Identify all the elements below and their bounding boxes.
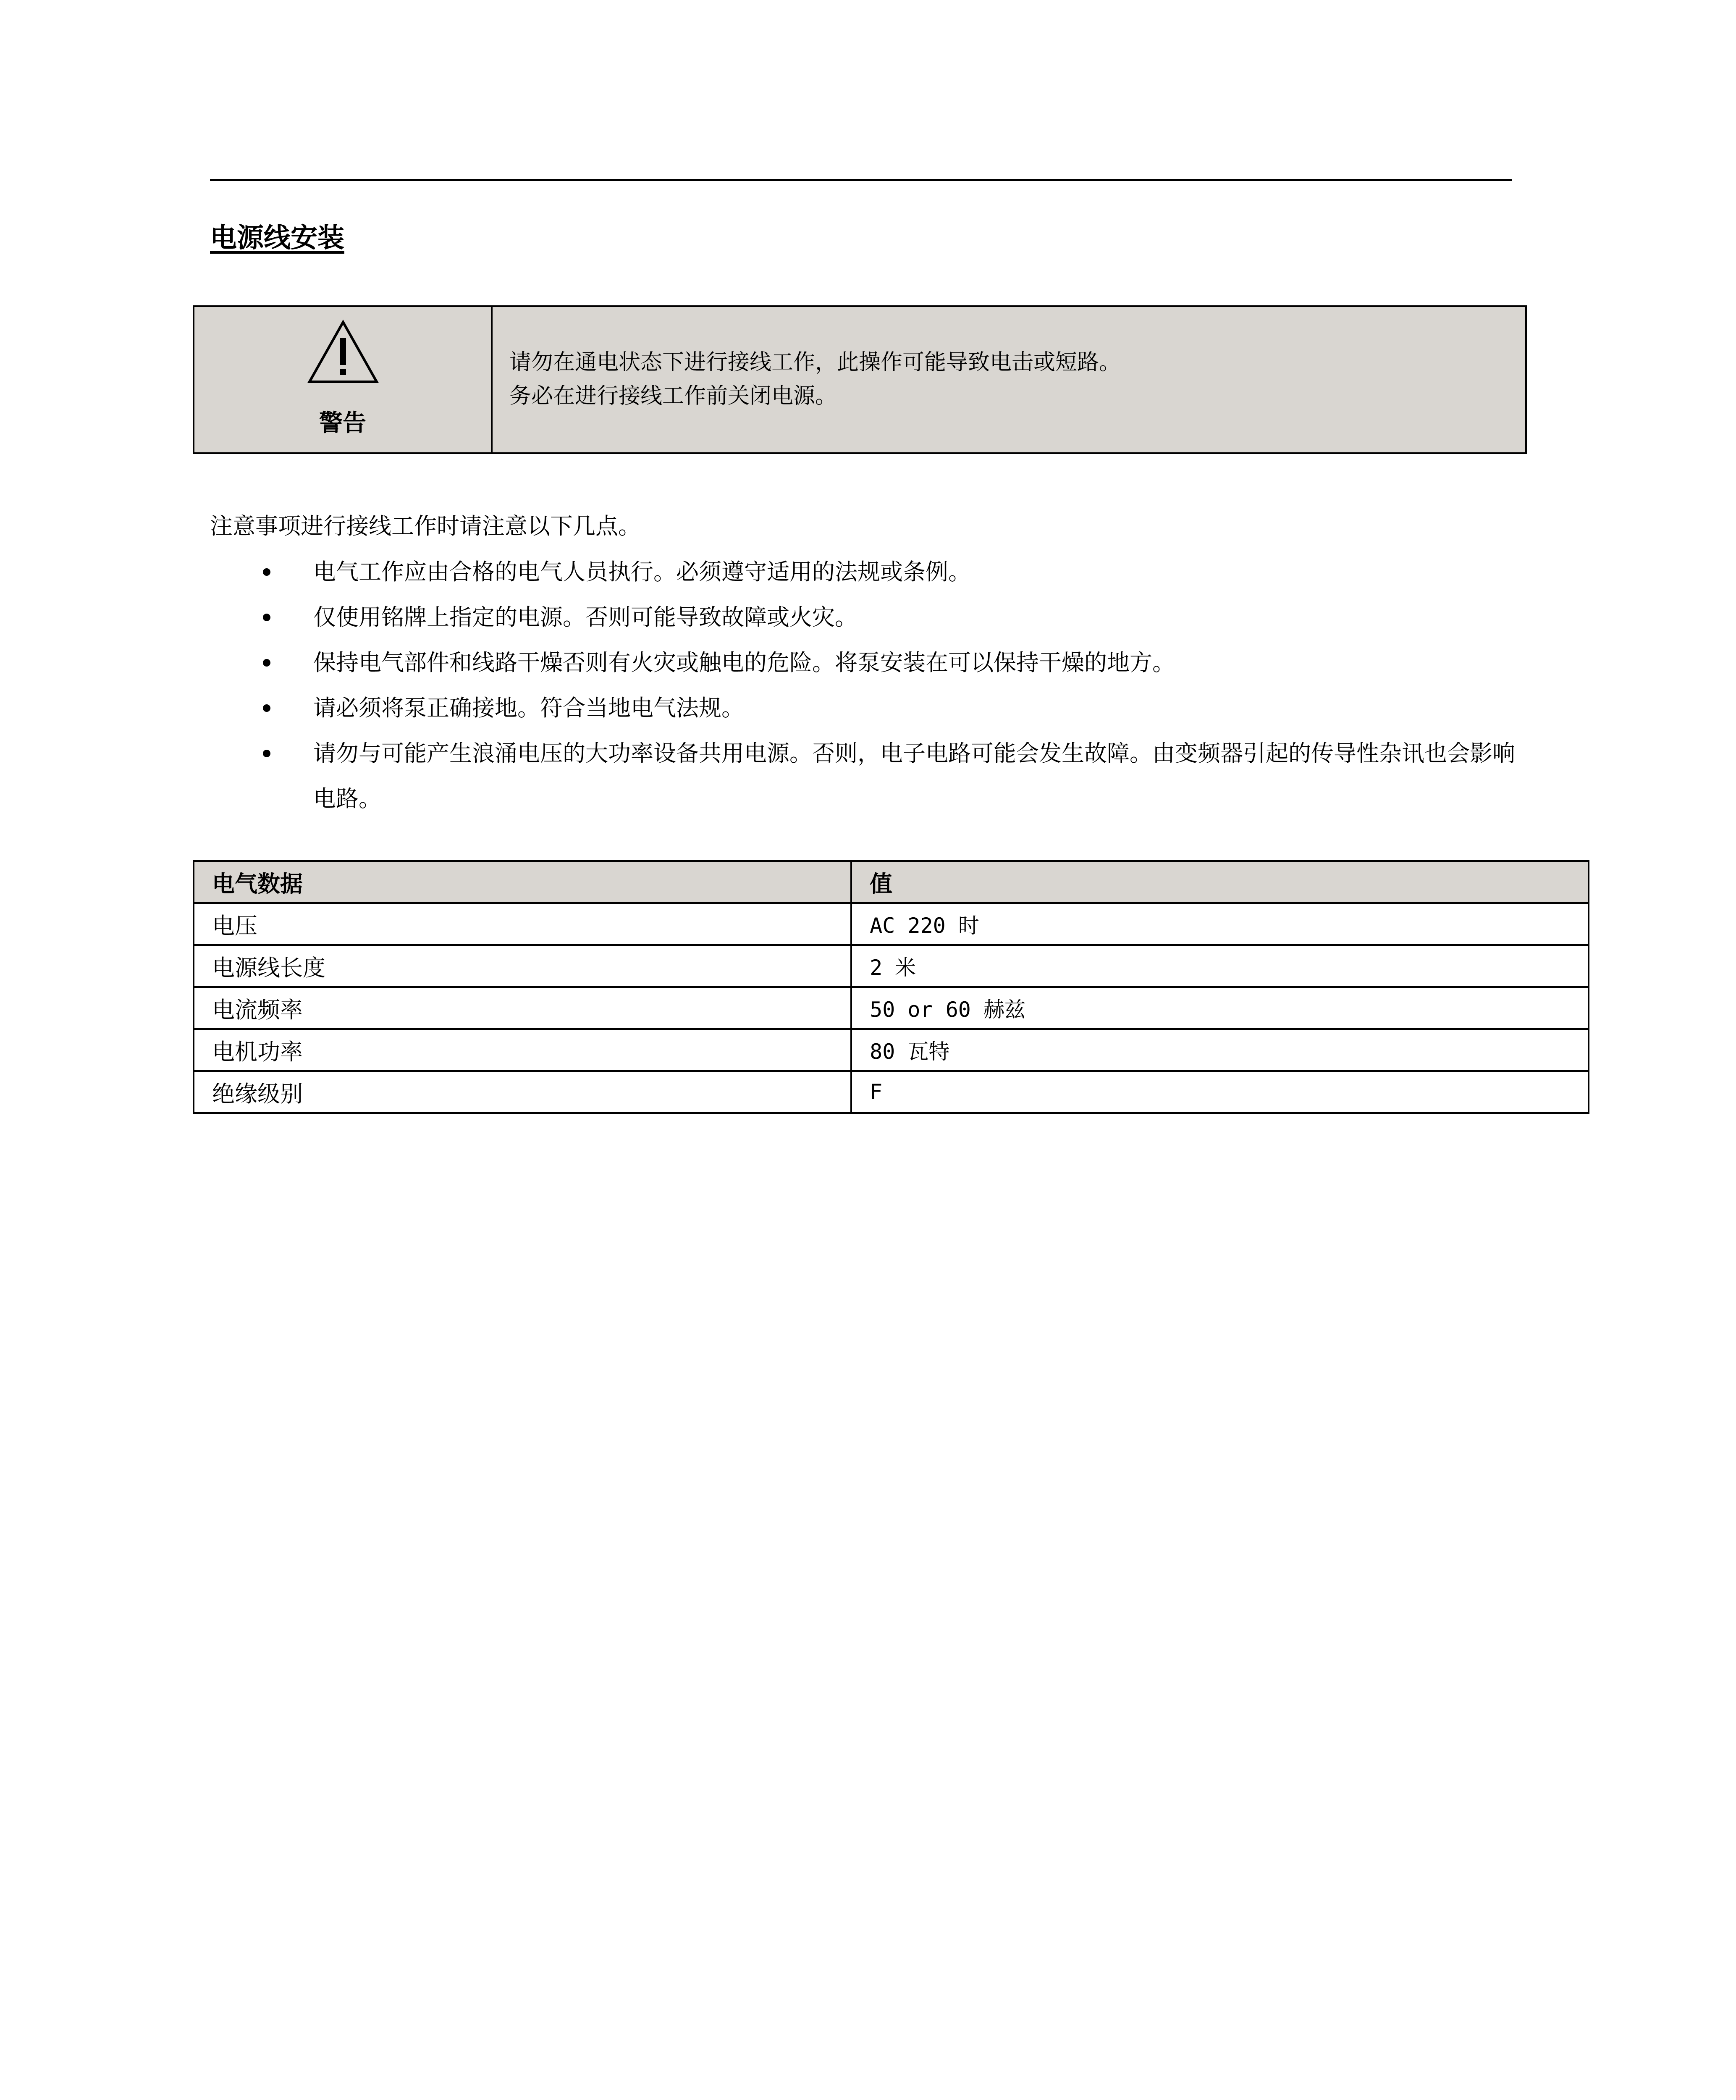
table-cell: 电压 [194,903,851,945]
bullet-icon [263,568,270,576]
warning-triangle-icon [307,319,379,385]
table-cell: 电机功率 [194,1029,851,1071]
list-item-text: 电气工作应由合格的电气人员执行。必须遵守适用的法规或条例。 [313,559,971,585]
bullet-icon [263,750,270,757]
list-item [235,640,1520,685]
list-item [235,549,1520,595]
section-title: 电源线安装 [210,223,344,254]
column-header: 值 [851,861,1589,903]
table-cell: 50 or 60 赫兹 [851,987,1589,1029]
notes-intro: 注意事项进行接线工作时请注意以下几点。 [210,513,641,539]
bullet-icon [263,659,270,667]
table-row [194,1071,1589,1113]
list-item-text: 请必须将泵正确接地。符合当地电气法规。 [313,695,744,721]
header-rule [210,179,1512,181]
list-item-text: 保持电气部件和线路干燥否则有火灾或触电的危险。将泵安装在可以保持干燥的地方。 [313,649,1175,676]
list-item-text: 请勿与可能产生浪涌电压的大功率设备共用电源。否则，电子电路可能会发生故障。由变频器引起的传导性杂讯也会影响电路。 [313,740,1515,812]
bullet-icon [263,614,270,621]
electrical-data-table [193,860,1589,1114]
table-row [194,945,1589,987]
list-item [235,731,1520,822]
notes-list [235,549,1520,822]
table-cell: F [851,1071,1589,1113]
table-header-row [194,861,1589,903]
table-cell: 电流频率 [194,987,851,1029]
table-row [194,903,1589,945]
warning-line: 务必在进行接线工作前关闭电源。 [509,383,837,409]
warning-label-cell [194,307,493,452]
table-cell: 绝缘级别 [194,1071,851,1113]
table-cell: 80 瓦特 [851,1029,1589,1071]
list-item-text: 仅使用铭牌上指定的电源。否则可能导致故障或火灾。 [313,604,858,630]
bullet-icon [263,704,270,712]
table-cell: AC 220 时 [851,903,1589,945]
list-item [235,595,1520,640]
warning-line: 请勿在通电状态下进行接线工作，此操作可能导致电击或短路。 [509,350,1121,375]
warning-text [509,346,1121,413]
table-cell: 2 米 [851,945,1589,987]
warning-box [193,305,1527,454]
table-row [194,987,1589,1029]
table-cell: 电源线长度 [194,945,851,987]
column-header: 电气数据 [194,861,851,903]
warning-label: 警告 [319,410,366,437]
table-row [194,1029,1589,1071]
list-item [235,685,1520,731]
